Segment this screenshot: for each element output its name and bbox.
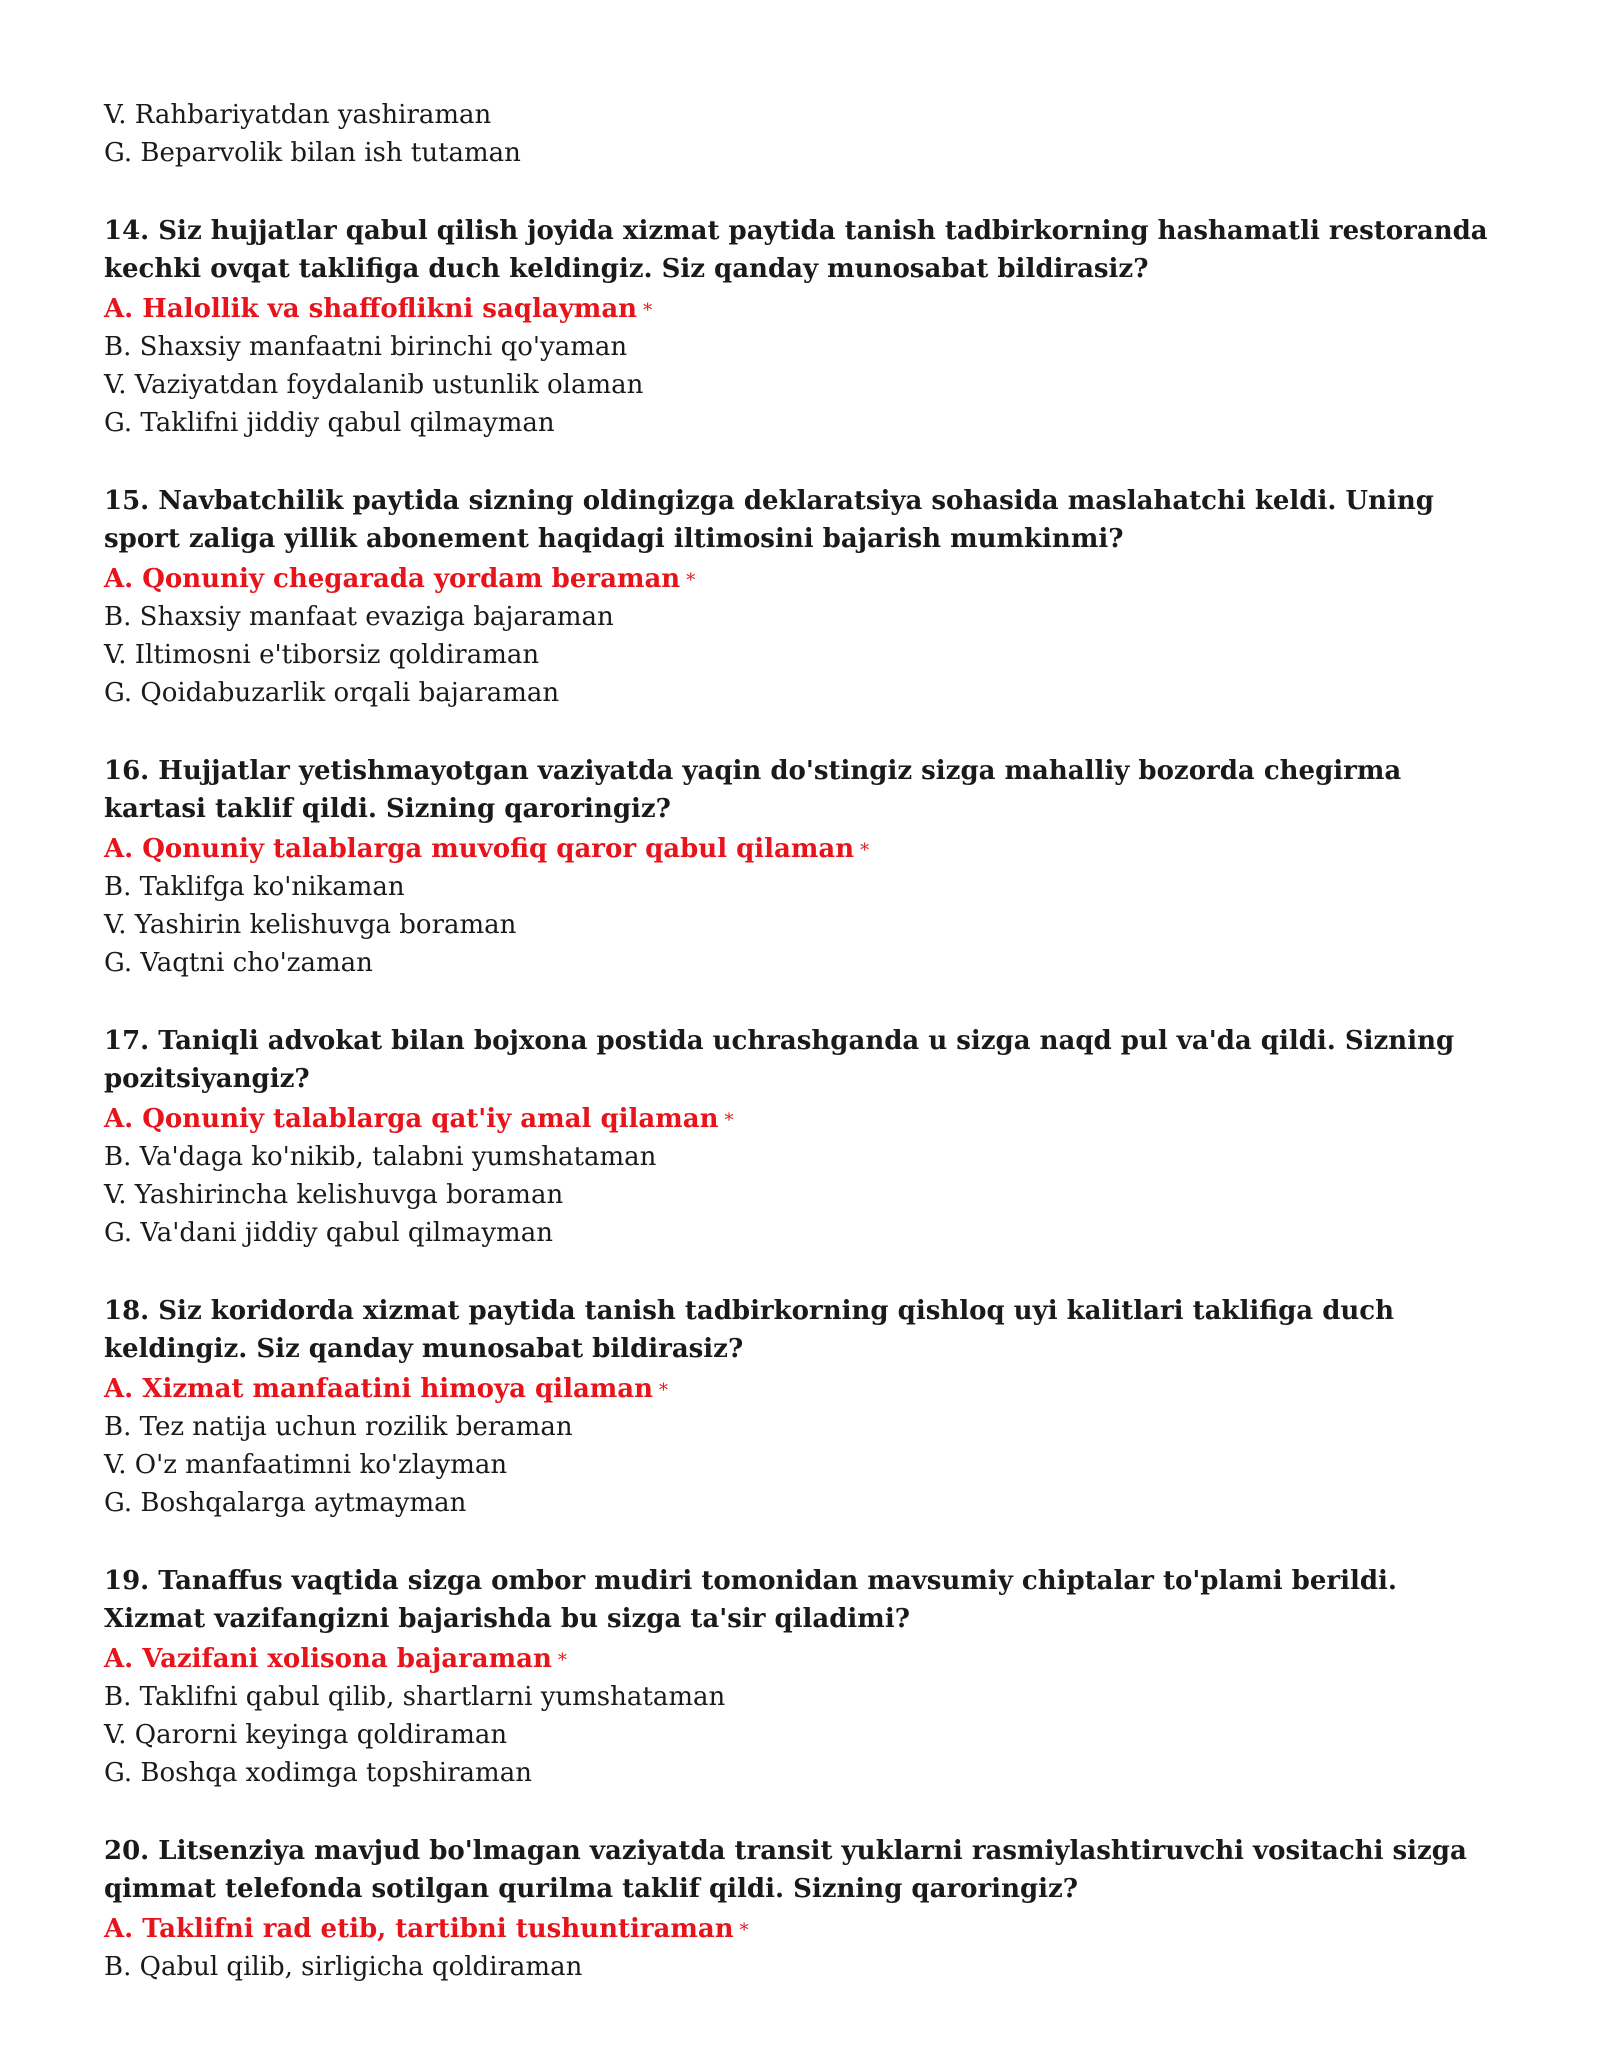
option: G. Va'dani jiddiy qabul qilmayman: [104, 1218, 553, 1248]
option: B. Va'daga ko'nikib, talabni yumshataman: [104, 1142, 657, 1172]
correct-answer: A. Vazifani xolisona bajaraman *: [104, 1644, 567, 1674]
question-18: [104, 1292, 1504, 1522]
option: B. Shaxsiy manfaat evaziga bajaraman: [104, 602, 614, 632]
correct-marker: *: [643, 300, 653, 321]
option: V. Rahbariyatdan yashiraman: [104, 100, 492, 130]
question-19: [104, 1562, 1504, 1792]
question-16: [104, 752, 1504, 982]
correct-marker: *: [860, 840, 870, 861]
question-20: [104, 1832, 1504, 1986]
option: B. Taklifni qabul qilib, shartlarni yumshataman: [104, 1682, 726, 1712]
correct-answer: A. Qonuniy talablarga qat'iy amal qilaman *: [104, 1104, 734, 1134]
question-text: 19. Tanaffus vaqtida sizga ombor mudiri tomonidan mavsumiy chiptalar to'plami berildi. Xizmat vazifangizni bajarishda bu sizga ta'sir qiladimi?: [104, 1566, 1397, 1634]
correct-answer: A. Qonuniy talablarga muvofiq qaror qabul qilaman *: [104, 834, 870, 864]
correct-marker: *: [659, 1380, 669, 1401]
option: B. Tez natija uchun rozilik beraman: [104, 1412, 573, 1442]
correct-answer: A. Qonuniy chegarada yordam beraman *: [104, 564, 696, 594]
correct-marker: *: [557, 1650, 567, 1671]
option: B. Taklifga ko'nikaman: [104, 872, 405, 902]
option: V. Yashirincha kelishuvga boraman: [104, 1180, 564, 1210]
correct-answer: A. Xizmat manfaatini himoya qilaman *: [104, 1374, 669, 1404]
option: B. Qabul qilib, sirligicha qoldiraman: [104, 1952, 583, 1982]
question-17: [104, 1022, 1504, 1252]
question-text: 20. Litsenziya mavjud bo'lmagan vaziyatda transit yuklarni rasmiylashtiruvchi vositachi sizga qimmat telefonda sotilgan qurilma taklif qildi. Sizning qaroringiz?: [104, 1836, 1467, 1904]
question-text: 17. Taniqli advokat bilan bojxona postida uchrashganda u sizga naqd pul va'da qildi. Sizning pozitsiyangiz?: [104, 1026, 1455, 1094]
option: V. Iltimosni e'tiborsiz qoldiraman: [104, 640, 540, 670]
option: G. Boshqa xodimga topshiraman: [104, 1758, 532, 1788]
question-text: 18. Siz koridorda xizmat paytida tanish tadbirkorning qishloq uyi kalitlari taklifiga duch keldingiz. Siz qanday munosabat bildirasiz?: [104, 1296, 1395, 1364]
question-14: [104, 212, 1504, 442]
option: G. Vaqtni cho'zaman: [104, 948, 373, 978]
option: G. Taklifni jiddiy qabul qilmayman: [104, 408, 555, 438]
correct-marker: *: [739, 1920, 749, 1941]
option: V. Yashirin kelishuvga boraman: [104, 910, 517, 940]
question-text: 14. Siz hujjatlar qabul qilish joyida xizmat paytida tanish tadbirkorning hashamatli restoranda kechki ovqat taklifiga duch keldingiz. Siz qanday munosabat bildirasiz?: [104, 216, 1488, 284]
question-15: [104, 482, 1504, 712]
question-text: 16. Hujjatlar yetishmayotgan vaziyatda yaqin do'stingiz sizga mahalliy bozorda chegirma kartasi taklif qildi. Sizning qaroringiz?: [104, 756, 1402, 824]
option: V. O'z manfaatimni ko'zlayman: [104, 1450, 508, 1480]
correct-marker: *: [686, 570, 696, 591]
correct-marker: *: [724, 1110, 734, 1131]
option: G. Beparvolik bilan ish tutaman: [104, 138, 521, 168]
document-page: [104, 96, 1504, 1986]
question-text: 15. Navbatchilik paytida sizning oldingizga deklaratsiya sohasida maslahatchi keldi. Uning sport zaliga yillik abonement haqidagi iltimosini bajarish mumkinmi?: [104, 486, 1434, 554]
option: B. Shaxsiy manfaatni birinchi qo'yaman: [104, 332, 628, 362]
option: V. Vaziyatdan foydalanib ustunlik olaman: [104, 370, 644, 400]
correct-answer: A. Taklifni rad etib, tartibni tushuntiraman *: [104, 1914, 749, 1944]
option: G. Qoidabuzarlik orqali bajaraman: [104, 678, 560, 708]
option: G. Boshqalarga aytmayman: [104, 1488, 467, 1518]
option: V. Qarorni keyinga qoldiraman: [104, 1720, 508, 1750]
correct-answer: A. Halollik va shaffoflikni saqlayman *: [104, 294, 653, 324]
intro-options: [104, 96, 1504, 172]
